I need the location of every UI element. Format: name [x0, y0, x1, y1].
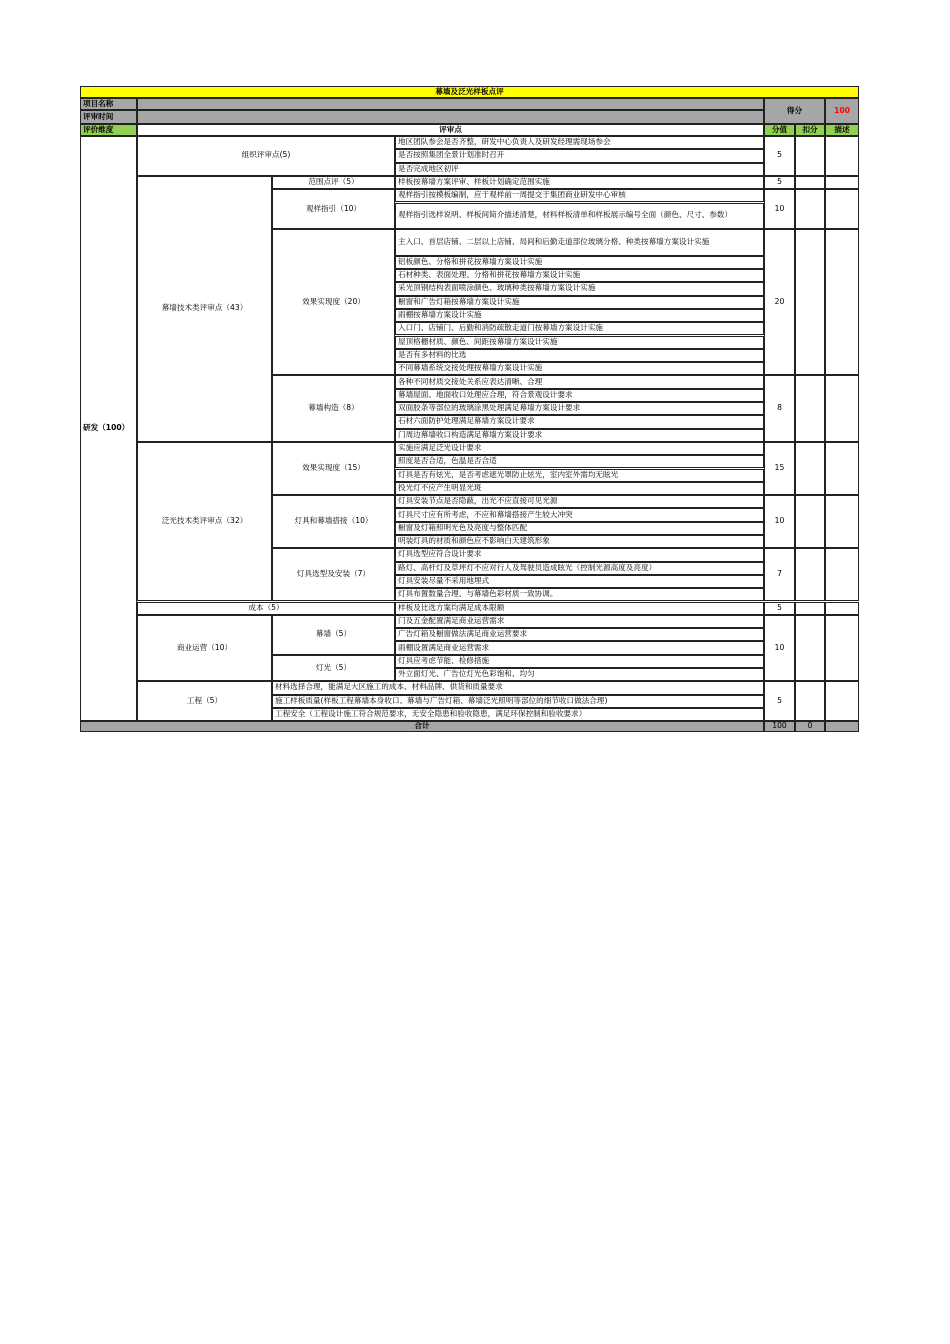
review-item: 广告灯箱及橱窗做法满足商业运营要求: [395, 628, 764, 641]
points-cell: 10: [764, 189, 795, 229]
review-item: 灯具安装尽量不采用地埋式: [395, 575, 764, 588]
dimension-name: 研发（100）: [80, 136, 137, 721]
section-lighting: 泛光技术类评审点（32）: [137, 442, 272, 602]
subsection-effect: 效果实现度（20）: [272, 229, 395, 375]
review-time-value[interactable]: [137, 110, 764, 124]
review-item: 是否按照集团全景计划准时召开: [395, 149, 764, 162]
total-label: 合计: [80, 721, 764, 732]
deduct-cell[interactable]: [795, 229, 825, 375]
points-cell: 8: [764, 375, 795, 442]
subsection-construct: 幕墙构造（8）: [272, 375, 395, 442]
describe-cell[interactable]: [825, 602, 859, 615]
review-item: 灯具尺寸应有所考虑，不应和幕墙搭接产生较大冲突: [395, 508, 764, 521]
points-cell: 15: [764, 442, 795, 495]
total-deduct: 0: [795, 721, 825, 732]
review-item: 照度是否合适，色温是否合适: [395, 455, 764, 468]
subsection-light-effect: 效果实现度（15）: [272, 442, 395, 495]
review-time-label: 评审时间: [80, 110, 137, 124]
review-item: 雨棚设置满足商业运营需求: [395, 641, 764, 654]
section-org: 组织评审点(5): [137, 136, 395, 176]
review-item: 幕墙屋面、地面收口处理应合理，符合景观设计要求: [395, 389, 764, 402]
review-item: 灯具布置数量合理、与幕墙色彩材质一致协调。: [395, 588, 764, 601]
review-item: 灯具应考虑节能、检修措施: [395, 655, 764, 668]
points-cell: 7: [764, 548, 795, 601]
section-engineering: 工程（5）: [137, 681, 272, 721]
describe-cell[interactable]: [825, 189, 859, 229]
points-cell: 20: [764, 229, 795, 375]
deduct-cell[interactable]: [795, 176, 825, 189]
review-item: 是否有多材料的比选: [395, 349, 764, 362]
sheet-title: 幕墙及泛光样板点评: [80, 86, 859, 98]
review-item: 明装灯具的材质和颜色应不影响白天建筑形象: [395, 535, 764, 548]
subsection-commerce-curtain: 幕墙（5）: [272, 615, 395, 655]
review-item: 实施应满足泛光设计要求: [395, 442, 764, 455]
describe-cell[interactable]: [825, 615, 859, 682]
score-label: 得分: [764, 98, 825, 124]
review-item: 灯具选型应符合设计要求: [395, 548, 764, 561]
describe-cell[interactable]: [825, 176, 859, 189]
deduct-cell[interactable]: [795, 495, 825, 548]
total-describe: [825, 721, 859, 732]
points-header: 分值: [764, 124, 795, 136]
project-name-value[interactable]: [137, 98, 764, 110]
describe-cell[interactable]: [825, 375, 859, 442]
review-sheet: [80, 86, 859, 741]
review-item: 灯具是否有炫光，是否考虑遮光罩防止炫光，室内室外需均无眩光: [395, 469, 764, 482]
review-item: 观样指引按模板编制，应于观样前一周提交于集团商业研发中心审核: [395, 189, 764, 202]
review-item: 各种不同材质交接处关系应表达清晰、合理: [395, 375, 764, 388]
review-item: 采光顶钢结构表面喷涂颜色、玻璃种类按幕墙方案设计实施: [395, 282, 764, 295]
deduct-cell[interactable]: [795, 136, 825, 176]
review-item: 雨棚按幕墙方案设计实施: [395, 309, 764, 322]
subsection-commerce-light: 灯光（5）: [272, 655, 395, 682]
describe-cell[interactable]: [825, 681, 859, 721]
deduct-cell[interactable]: [795, 681, 825, 721]
subsection-selection: 灯具选型及安装（7）: [272, 548, 395, 601]
review-item: 样板按幕墙方案评审、样板计划确定范围实施: [395, 176, 764, 189]
review-item: 不同幕墙系统交接处理按幕墙方案设计实施: [395, 362, 764, 375]
points-cell: 5: [764, 681, 795, 721]
review-item: 样板及比选方案均满足成本限额: [395, 602, 764, 615]
review-item: 地区团队参会是否齐整，研发中心负责人及研发经理需现场参会: [395, 136, 764, 149]
points-cell: 10: [764, 615, 795, 682]
describe-cell[interactable]: [825, 495, 859, 548]
describe-cell[interactable]: [825, 442, 859, 495]
deduct-cell[interactable]: [795, 375, 825, 442]
subsection-fixture: 灯具和幕墙搭接（10）: [272, 495, 395, 548]
review-item: 屋顶格栅材质、颜色、间距按幕墙方案设计实施: [395, 336, 764, 349]
subsection-scope: 范围点评（5）: [272, 176, 395, 189]
points-cell: 5: [764, 176, 795, 189]
deduct-cell[interactable]: [795, 615, 825, 682]
describe-cell[interactable]: [825, 229, 859, 375]
section-curtain-wall: 幕墙技术类评审点（43）: [137, 176, 272, 442]
section-commerce: 商业运营（10）: [137, 615, 272, 682]
review-item: 铝板颜色、分格和拼花按幕墙方案设计实施: [395, 256, 764, 269]
describe-cell[interactable]: [825, 548, 859, 601]
review-item: 橱窗和广告灯箱按幕墙方案设计实施: [395, 296, 764, 309]
review-item: 观样指引选样说明、样板间简介描述清楚，材料样板清单和样板展示编号全面（颜色、尺寸、参数）: [395, 203, 764, 230]
review-item: 路灯、高杆灯及草坪灯不应对行人及驾驶员造成眩光（控制光源高度及亮度）: [395, 562, 764, 575]
review-item: 工程安全（工程设计施工符合规范要求，无安全隐患和验收隐患，满足环保控制和验收要求）: [272, 708, 764, 721]
project-name-label: 项目名称: [80, 98, 137, 110]
deduct-header: 扣分: [795, 124, 825, 136]
section-cost: 成本（5）: [137, 602, 395, 615]
review-item: 投光灯不应产生明显光斑: [395, 482, 764, 495]
review-item: 入口门、店铺门、后勤和消防疏散走道门按幕墙方案设计实施: [395, 322, 764, 335]
review-item: 双面胶条等部位的玻璃涂黑处理满足幕墙方案设计要求: [395, 402, 764, 415]
review-item: 是否完成地区初评: [395, 163, 764, 176]
review-item: 材料选择合理，能满足大区施工的成本、材料品牌、供货和质量要求: [272, 681, 764, 694]
review-item: 石材六面防护处理满足幕墙方案设计要求: [395, 415, 764, 428]
review-item: 灯具安装节点是否隐蔽，出光不应直接可见光源: [395, 495, 764, 508]
describe-cell[interactable]: [825, 136, 859, 176]
review-item: 外立面灯光、广告位灯光色彩饱和、均匀: [395, 668, 764, 681]
score-value: 100: [825, 98, 859, 124]
describe-header: 描述: [825, 124, 859, 136]
dimension-header: 评价维度: [80, 124, 137, 136]
deduct-cell[interactable]: [795, 548, 825, 601]
review-item: 主入口、首层店铺、二层以上店铺、局间和后勤走道部位玻璃分格、种类按幕墙方案设计实施: [395, 229, 764, 256]
review-item: 门周边幕墙收口构造满足幕墙方案设计要求: [395, 429, 764, 442]
review-points-header: 评审点: [137, 124, 764, 136]
subsection-guide: 观样指引（10）: [272, 189, 395, 229]
points-cell: 5: [764, 136, 795, 176]
review-item: 石材种类、表面处理、分格和拼花按幕墙方案设计实施: [395, 269, 764, 282]
total-points: 100: [764, 721, 795, 732]
deduct-cell[interactable]: [795, 602, 825, 615]
review-item: 门及五金配置满足商业运营需求: [395, 615, 764, 628]
review-item: 施工样板质量(样板工程幕墙本身收口、幕墙与广告灯箱、幕墙泛光照明等部位的细节收口做法合理): [272, 695, 764, 708]
review-item: 橱窗及灯箱照明光色及亮度与整体匹配: [395, 522, 764, 535]
deduct-cell[interactable]: [795, 189, 825, 229]
deduct-cell[interactable]: [795, 442, 825, 495]
points-cell: 10: [764, 495, 795, 548]
points-cell: 5: [764, 602, 795, 615]
